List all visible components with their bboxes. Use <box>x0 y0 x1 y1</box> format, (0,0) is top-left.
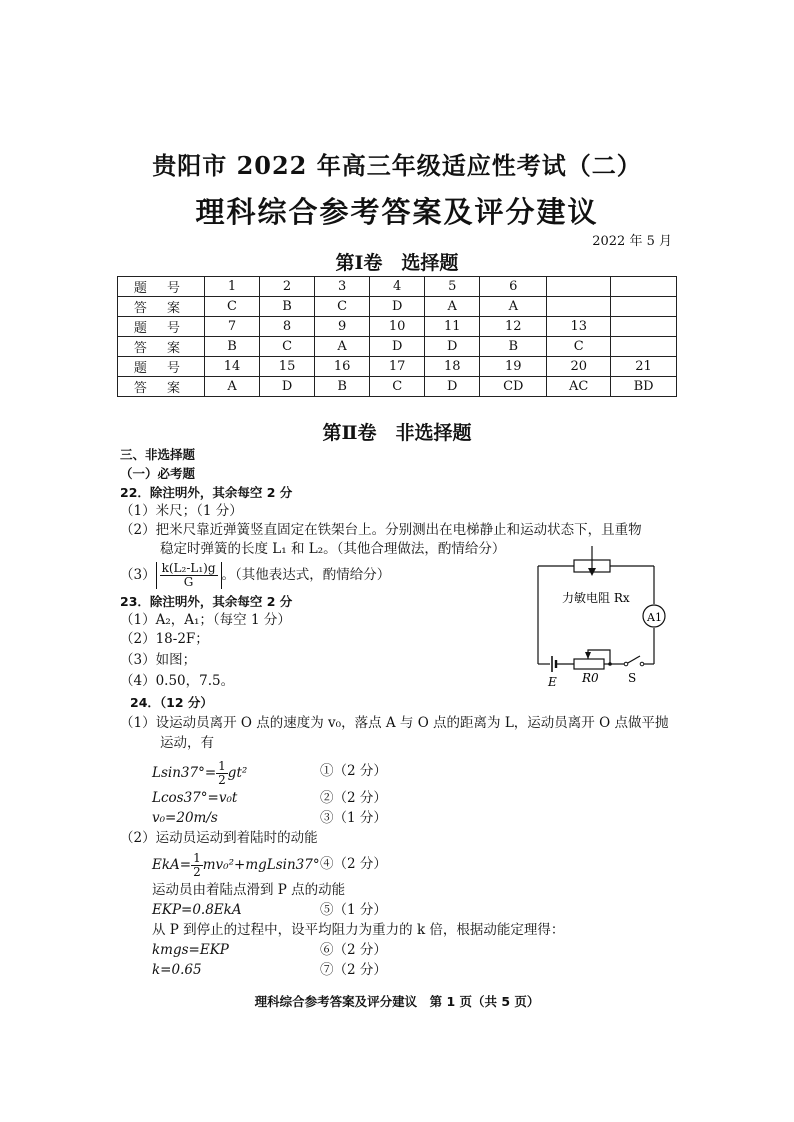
answer-table <box>117 276 677 397</box>
required-questions-heading: （一）必考题 <box>120 466 196 481</box>
document-date: 2022 年 5 月 <box>592 234 672 249</box>
q23-heading: 23．除注明外，其余每空 2 分 <box>120 594 293 609</box>
equation-1-mark: ①（2 分） <box>320 763 387 779</box>
eq1-rhs: gt² <box>227 765 248 781</box>
table-cell: D <box>425 377 480 397</box>
q22-part2-line1: （2）把米尺靠近弹簧竖直固定在铁架台上。分别测出在电梯静止和运动状态下，且重物 <box>120 522 642 538</box>
equation-7: k=0.65 <box>152 962 202 978</box>
table-cell: 18 <box>425 357 480 377</box>
q24-part2-line3: 从 P 到停止的过程中，设平均阻力为重力的 k 倍，根据动能定理得： <box>152 922 565 938</box>
equation-5-mark: ⑤（1 分） <box>320 902 387 918</box>
row-header-cell: 题 号 <box>118 317 205 337</box>
table-cell: 10 <box>370 317 425 337</box>
q24-part1-line2: 运动，有 <box>160 735 214 751</box>
table-cell <box>611 337 677 357</box>
q24-part2: （2）运动员运动到着陆时的动能 <box>120 830 318 846</box>
table-row <box>118 357 677 377</box>
table-cell: A <box>425 297 480 317</box>
row-header-cell: 题 号 <box>118 357 205 377</box>
table-cell: B <box>315 377 370 397</box>
equation-3-mark: ③（1 分） <box>320 810 387 826</box>
table-cell: 3 <box>315 277 370 297</box>
equation-6-mark: ⑥（2 分） <box>320 942 387 958</box>
table-cell <box>611 317 677 337</box>
table-cell: 4 <box>370 277 425 297</box>
table-cell: C <box>260 337 315 357</box>
table-row <box>118 277 677 297</box>
table-cell: B <box>205 337 260 357</box>
eq4-lhs: EkA= <box>152 857 192 873</box>
q22-part3-denominator: G <box>183 575 194 589</box>
equation-7-mark: ⑦（2 分） <box>320 962 387 978</box>
table-cell: 11 <box>425 317 480 337</box>
equation-6: kmgs=EKP <box>152 942 229 958</box>
table-cell: 1 <box>205 277 260 297</box>
table-cell: D <box>425 337 480 357</box>
q23-part3: （3）如图； <box>120 652 197 668</box>
equation-1 <box>152 760 247 787</box>
rheostat <box>574 659 604 669</box>
exam-title: 贵阳市 2022 年高三年级适应性考试（二） <box>152 151 642 180</box>
document-subtitle: 理科综合参考答案及评分建议 <box>195 195 599 229</box>
table-cell: 7 <box>205 317 260 337</box>
table-cell <box>547 297 611 317</box>
q24-part1-line1: （1）设运动员离开 O 点的速度为 v₀，落点 A 与 O 点的距离为 L，运动员离开 O 点做平抛 <box>120 715 669 731</box>
table-cell: 8 <box>260 317 315 337</box>
eq4-numerator: 1 <box>193 851 201 865</box>
table-cell: 20 <box>547 357 611 377</box>
equation-4 <box>152 852 320 879</box>
table-row <box>118 377 677 397</box>
table-cell: 14 <box>205 357 260 377</box>
table-cell: AC <box>547 377 611 397</box>
q22-part3-numerator: k(L₂-L₁)g <box>161 561 216 575</box>
q23-part4: （4）0.50，7.5。 <box>120 673 235 689</box>
page-footer: 理科综合参考答案及评分建议 第 1 页（共 5 页） <box>254 994 540 1009</box>
table-cell: D <box>260 377 315 397</box>
q24-heading: 24．（12 分） <box>130 695 213 710</box>
section-3-heading: 三、非选择题 <box>120 447 196 462</box>
q22-part3 <box>120 562 390 589</box>
table-cell: A <box>205 377 260 397</box>
table-row <box>118 297 677 317</box>
battery-label: E <box>548 675 557 688</box>
table-cell: B <box>480 337 547 357</box>
q22-part3-label: （3） <box>120 567 156 583</box>
q22-heading: 22．除注明外，其余每空 2 分 <box>120 485 293 500</box>
q22-part3-formula <box>156 562 222 589</box>
table-cell: 19 <box>480 357 547 377</box>
table-cell: B <box>260 297 315 317</box>
rheostat-label: R0 <box>582 671 599 685</box>
eq1-denominator: 2 <box>218 773 226 787</box>
table-cell: 5 <box>425 277 480 297</box>
q23-part1: （1）A₂，A₁；（每空 1 分） <box>120 612 291 628</box>
table-cell: 17 <box>370 357 425 377</box>
table-cell: BD <box>611 377 677 397</box>
q23-part2: （2）18-2F； <box>120 631 209 647</box>
row-header-cell: 答 案 <box>118 337 205 357</box>
q22-part1: （1）米尺；（1 分） <box>120 503 243 519</box>
row-header-cell: 答 案 <box>118 297 205 317</box>
table-cell: 13 <box>547 317 611 337</box>
table-cell <box>611 297 677 317</box>
equation-2-mark: ②（2 分） <box>320 790 387 806</box>
table-row <box>118 317 677 337</box>
switch-lever <box>626 656 640 664</box>
table-cell: C <box>205 297 260 317</box>
table-cell <box>547 277 611 297</box>
table-cell: A <box>315 337 370 357</box>
table-cell: D <box>370 297 425 317</box>
equation-5: EKP=0.8EkA <box>152 902 242 918</box>
eq1-numerator: 1 <box>218 759 226 773</box>
table-cell: C <box>547 337 611 357</box>
table-cell: CD <box>480 377 547 397</box>
table-cell <box>611 277 677 297</box>
table-cell: A <box>480 297 547 317</box>
table-row <box>118 337 677 357</box>
equation-2: Lcos37°=v₀t <box>152 790 238 806</box>
table-cell: 6 <box>480 277 547 297</box>
junction-dot <box>608 662 612 666</box>
table-cell: 9 <box>315 317 370 337</box>
equation-4-mark: ④（2 分） <box>320 856 387 872</box>
circuit-diagram <box>528 546 678 688</box>
eq4-rhs: mv₀²+mgLsin37° <box>202 857 320 873</box>
section-2-title: 第Ⅱ卷 非选择题 <box>322 422 472 444</box>
switch-label: S <box>628 671 637 685</box>
q22-part3-note: 。（其他表达式，酌情给分） <box>221 567 391 583</box>
switch-contact-left <box>624 662 628 666</box>
rheostat-slider-arrow <box>585 652 591 659</box>
equation-3: v₀=20m/s <box>152 810 218 826</box>
ammeter-label: A1 <box>647 611 662 624</box>
table-cell: 16 <box>315 357 370 377</box>
switch-contact-right <box>640 662 644 666</box>
q22-part2-line2: 稳定时弹簧的长度 L₁ 和 L₂。（其他合理做法，酌情给分） <box>160 541 506 557</box>
table-cell: 2 <box>260 277 315 297</box>
table-cell: C <box>315 297 370 317</box>
eq1-lhs: Lsin37°= <box>152 765 217 781</box>
table-cell: C <box>370 377 425 397</box>
table-cell: 15 <box>260 357 315 377</box>
q24-part2-line2: 运动员由着陆点滑到 P 点的动能 <box>152 882 346 898</box>
rheostat-slider-wire <box>588 650 610 664</box>
row-header-cell: 答 案 <box>118 377 205 397</box>
eq4-denominator: 2 <box>193 865 201 879</box>
table-cell: 21 <box>611 357 677 377</box>
sensor-label: 力敏电阻 Rx <box>562 591 630 605</box>
section-1-title: 第Ⅰ卷 选择题 <box>335 252 459 274</box>
table-cell: D <box>370 337 425 357</box>
table-cell: 12 <box>480 317 547 337</box>
row-header-cell: 题 号 <box>118 277 205 297</box>
